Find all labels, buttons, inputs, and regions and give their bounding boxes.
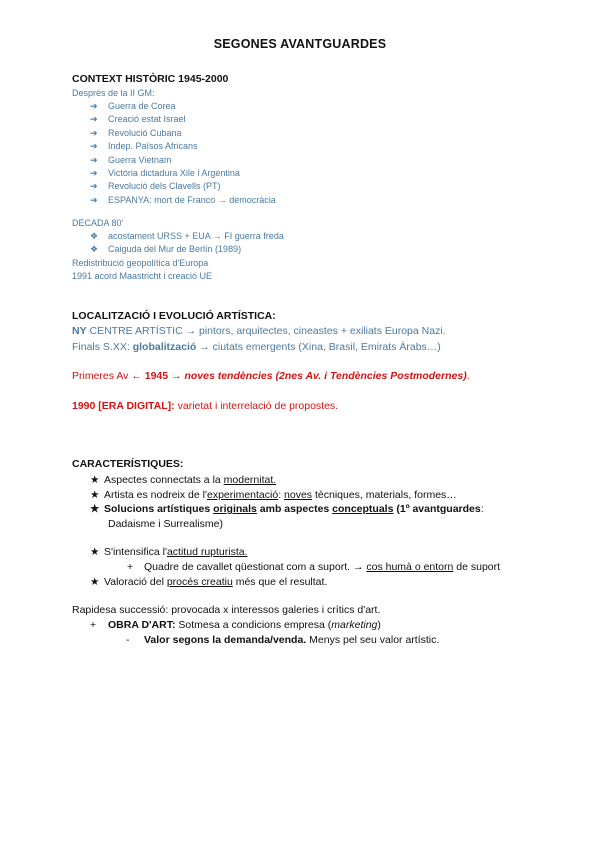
page-title: SEGONES AVANTGUARDES (213, 37, 387, 51)
diamond-bullet: ❖ (90, 244, 99, 255)
ny-label: NY (72, 325, 87, 337)
event-text: Guerra Vietnam (108, 154, 172, 165)
primeres-line (72, 370, 470, 382)
star-bullet: ★ (90, 546, 100, 558)
char-item (90, 576, 327, 588)
decade-item (90, 231, 284, 242)
char-underline: conceptuals (332, 503, 394, 515)
valor-bold: Valor segons la demanda/venda. (144, 634, 307, 646)
char-text: Aspectes connectats a la (104, 474, 224, 486)
context-intro: Després de la II GM: (72, 88, 155, 98)
char-text: més que el resultat. (232, 576, 328, 588)
char-underline: noves (284, 489, 313, 501)
obra-italic: marketing (331, 619, 378, 631)
plus-bullet: + (90, 619, 97, 631)
event-text: Revolució Cubana (108, 127, 182, 138)
char-underline: cos humà o entorn (366, 561, 454, 573)
arrow-bullet: ➔ (90, 101, 98, 111)
event-text: Revolució dels Clavells (PT) (108, 181, 221, 192)
decade-text: acostament URSS + EUA → FI guerra freda (108, 231, 284, 241)
finals-label: Finals S.XX: (72, 341, 133, 353)
context-line: Redistribució geopolítica d'Europa (72, 258, 209, 268)
primeres-bold: ← 1945 → (131, 370, 185, 382)
plus-bullet: + (127, 561, 134, 573)
char-item (90, 489, 457, 501)
event-text: Creació estat Israel (108, 114, 186, 125)
primeres-italic: noves tendències (2nes Av. i Tendències Postmodernes) (184, 370, 467, 382)
rapidesa-line: Rapidesa successió: provocada x interessos galeries i crítics d'art. (72, 604, 381, 616)
valor-text: Menys pel seu valor artístic. (306, 634, 440, 646)
char-underline: actitud rupturista. (166, 546, 248, 558)
event-item (90, 181, 221, 192)
ny-text: CENTRE ARTÍSTIC → pintors, arquitectes, cineastes + exiliats Europa Nazi. (86, 325, 446, 337)
caracteristiques-heading: CARACTERÍSTIQUES: (72, 458, 184, 470)
char-item-continued: Dadaisme i Surrealisme) (108, 518, 223, 530)
context-line: 1991 acord Maastricht i creació UE (72, 271, 213, 281)
event-item (90, 101, 176, 112)
char-text: Solucions artístiques (104, 503, 214, 515)
event-item (90, 168, 240, 179)
event-item (90, 141, 198, 152)
char-text: Valoració del (104, 576, 167, 588)
decade-heading: DECADA 80' (72, 218, 124, 228)
star-bullet: ★ (90, 503, 100, 515)
digital-line (72, 400, 338, 412)
obra-text: ) (377, 619, 381, 631)
decade-text: Caiguda del Mur de Berlín (1989) (108, 244, 242, 255)
char-text: amb aspectes (256, 503, 333, 515)
event-text: Victòria dictadura Xile i Argentina (108, 168, 240, 178)
obra-bold: OBRA D'ART: (108, 619, 176, 631)
context-heading: CONTEXT HISTÒRIC 1945-2000 (72, 73, 229, 85)
obra-line (90, 619, 381, 631)
diamond-bullet: ❖ (90, 231, 99, 241)
decade-item (90, 244, 241, 255)
finals-bold: globalització (132, 341, 197, 353)
star-bullet: ★ (90, 474, 100, 486)
star-bullet: ★ (90, 489, 100, 501)
finals-line (72, 341, 441, 353)
primeres-label: Primeres Av (72, 370, 132, 382)
char-text: Artista es nodreix de l' (104, 489, 207, 501)
event-item (90, 114, 186, 125)
event-text: ESPANYA: mort de Franco → democràcia (108, 194, 276, 205)
obra-text: Sotmesa a condicions empresa ( (175, 619, 332, 631)
valor-line (126, 634, 439, 646)
char-text: (1º avantguardes (393, 503, 481, 515)
event-item (90, 195, 276, 206)
arrow-bullet: ➔ (90, 194, 98, 205)
arrow-bullet: ➔ (90, 154, 98, 165)
ny-line (72, 325, 446, 337)
event-text: Guerra de Corea (108, 101, 176, 111)
finals-rest: → ciutats emergents (Xina, Brasil, Emirats Àrabs…) (196, 341, 441, 353)
char-item (90, 474, 276, 486)
arrow-bullet: ➔ (90, 141, 98, 152)
event-item (90, 128, 182, 139)
arrow-bullet: ➔ (90, 114, 98, 125)
char-underline: procés creatiu (166, 576, 233, 588)
arrow-bullet: ➔ (90, 168, 98, 178)
dash-bullet: - (126, 634, 130, 646)
char-underline: experimentació (206, 489, 279, 501)
char-text: tècniques, materials, formes… (312, 489, 457, 501)
arrow-bullet: ➔ (90, 181, 98, 192)
char-text: Quadre de cavallet qüestionat com a suport. → (144, 561, 367, 573)
arrow-bullet: ➔ (90, 127, 98, 138)
star-bullet: ★ (90, 576, 100, 588)
char-text: S'intensifica l' (104, 546, 167, 558)
digital-bold: 1990 [ERA DIGITAL]: (72, 400, 175, 412)
event-item (90, 155, 171, 166)
sub-item (127, 561, 500, 573)
char-underline: originals (213, 503, 257, 515)
char-text: : (278, 489, 285, 501)
primeres-end: . (466, 370, 470, 382)
char-item (90, 546, 248, 558)
char-text: de suport (453, 561, 501, 573)
digital-rest: varietat i interrelació de propostes. (174, 400, 339, 412)
event-text: Indep. Països Africans (108, 141, 198, 152)
localitzacio-heading: LOCALITZACIÓ I EVOLUCIÓ ARTÍSTICA: (72, 310, 276, 322)
char-item (90, 503, 484, 515)
char-underline: modernitat. (223, 474, 277, 486)
char-text: : (480, 503, 484, 515)
